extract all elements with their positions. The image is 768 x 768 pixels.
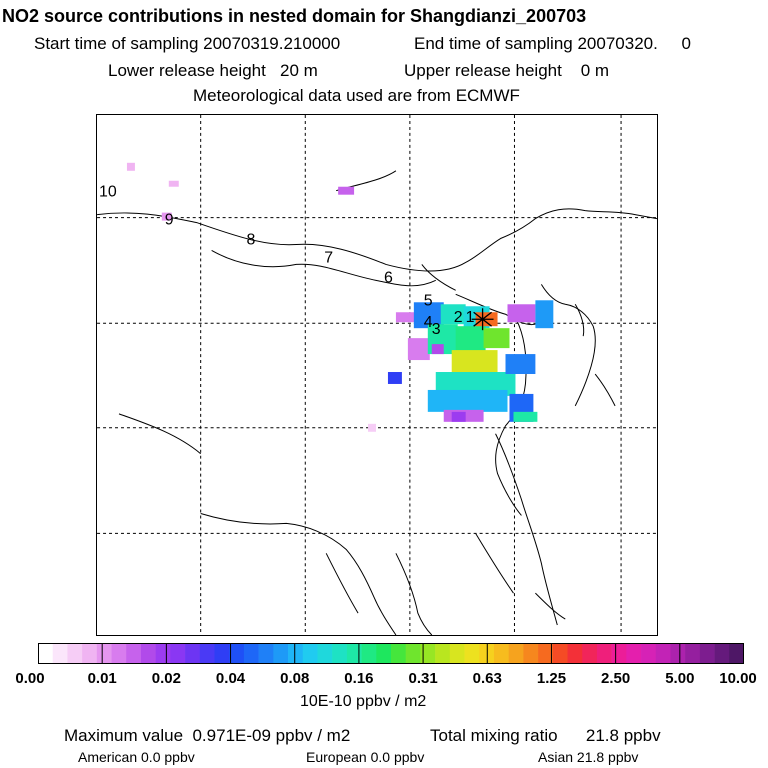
- colorbar-tick-label: 0.16: [344, 670, 374, 687]
- colorbar-cell: [391, 643, 406, 664]
- colorbar-tick-label: 0.00: [15, 670, 45, 687]
- total-mixing-text: Total mixing ratio 21.8 ppbv: [430, 726, 661, 745]
- colorbar-cell: [273, 643, 288, 664]
- day-label-1: 1: [465, 309, 475, 327]
- american-contribution: American 0.0 ppbv: [78, 749, 195, 765]
- colorbar-cell: [641, 643, 656, 664]
- colorbar-cell: [38, 643, 53, 664]
- colorbar-cell: [450, 643, 465, 664]
- maximum-value-text: Maximum value 0.971E-09 ppbv / m2: [64, 726, 351, 745]
- colorbar-cell: [185, 643, 200, 664]
- colorbar-cell: [715, 643, 730, 664]
- lower-release-text: Lower release height 20 m: [108, 61, 318, 80]
- colorbar-cell: [170, 643, 185, 664]
- colorbar-cell: [729, 643, 744, 664]
- colorbar-tick-label: 0.31: [408, 670, 438, 687]
- colorbar-cell: [626, 643, 641, 664]
- colorbar-cell: [538, 643, 553, 664]
- colorbar-cell: [200, 643, 215, 664]
- colorbar: [38, 643, 744, 665]
- colorbar-cell: [288, 643, 303, 664]
- colorbar-cell: [656, 643, 671, 664]
- colorbar-cell: [406, 643, 421, 664]
- concentration-field: [127, 163, 553, 432]
- colorbar-cell: [582, 643, 597, 664]
- start-sampling-text: Start time of sampling 20070319.210000: [34, 34, 341, 53]
- colorbar-cell: [376, 643, 391, 664]
- colorbar-cell: [67, 643, 82, 664]
- grid-lines: [97, 115, 657, 635]
- colorbar-cell: [670, 643, 685, 664]
- colorbar-cell: [303, 643, 318, 664]
- colorbar-cell: [156, 643, 171, 664]
- end-sampling-text: End time of sampling 20070320. 0: [414, 34, 691, 53]
- day-label-8: 8: [246, 231, 256, 249]
- colorbar-cell: [597, 643, 612, 664]
- day-label-4: 4: [423, 314, 433, 332]
- colorbar-cell: [259, 643, 274, 664]
- colorbar-cell: [612, 643, 627, 664]
- colorbar-tick-label: 2.50: [601, 670, 631, 687]
- day-label-5: 5: [423, 292, 433, 310]
- colorbar-cell: [465, 643, 480, 664]
- colorbar-cell: [435, 643, 450, 664]
- colorbar-cell: [53, 643, 68, 664]
- colorbar-tick-label: 0.02: [151, 670, 181, 687]
- upper-release-text: Upper release height 0 m: [404, 61, 610, 80]
- colorbar-cell: [700, 643, 715, 664]
- colorbar-cell: [332, 643, 347, 664]
- map-panel: [96, 114, 658, 636]
- colorbar-cell: [347, 643, 362, 664]
- coastlines-and-borders: [97, 171, 657, 635]
- colorbar-tick-label: 0.04: [215, 670, 246, 687]
- day-label-10: 10: [99, 183, 117, 201]
- asian-contribution: Asian 21.8 ppbv: [538, 749, 639, 765]
- colorbar-cell: [479, 643, 494, 664]
- colorbar-cell: [685, 643, 700, 664]
- colorbar-cell: [494, 643, 509, 664]
- colorbar-cell: [82, 643, 97, 664]
- colorbar-cell: [244, 643, 259, 664]
- colorbar-cell: [126, 643, 141, 664]
- day-label-3: 3: [431, 321, 441, 339]
- colorbar-tick-label: 1.25: [536, 670, 567, 687]
- day-label-7: 7: [324, 249, 334, 267]
- day-label-2: 2: [453, 309, 463, 327]
- day-label-6: 6: [383, 269, 393, 287]
- colorbar-tick-label: 5.00: [665, 670, 695, 687]
- colorbar-cell: [362, 643, 377, 664]
- day-label-9: 9: [164, 211, 174, 229]
- colorbar-tick-label: 10.00: [719, 670, 757, 687]
- colorbar-unit: 10E-10 ppbv / m2: [300, 693, 427, 710]
- colorbar-tick-label: 0.08: [280, 670, 310, 687]
- colorbar-cell: [523, 643, 538, 664]
- colorbar-cell: [229, 643, 244, 664]
- chart-title: NO2 source contributions in nested domain for Shangdianzi_200703: [2, 6, 587, 26]
- met-data-text: Meteorological data used are from ECMWF: [193, 86, 520, 105]
- colorbar-cell: [141, 643, 156, 664]
- colorbar-cell: [568, 643, 583, 664]
- colorbar-cell: [112, 643, 127, 664]
- colorbar-cell: [317, 643, 332, 664]
- colorbar-tick-label: 0.63: [472, 670, 502, 687]
- colorbar-cell: [509, 643, 524, 664]
- colorbar-tick-label: 0.01: [87, 670, 117, 687]
- european-contribution: European 0.0 ppbv: [306, 749, 425, 765]
- colorbar-cell: [97, 643, 112, 664]
- colorbar-cell: [553, 643, 568, 664]
- colorbar-cell: [215, 643, 230, 664]
